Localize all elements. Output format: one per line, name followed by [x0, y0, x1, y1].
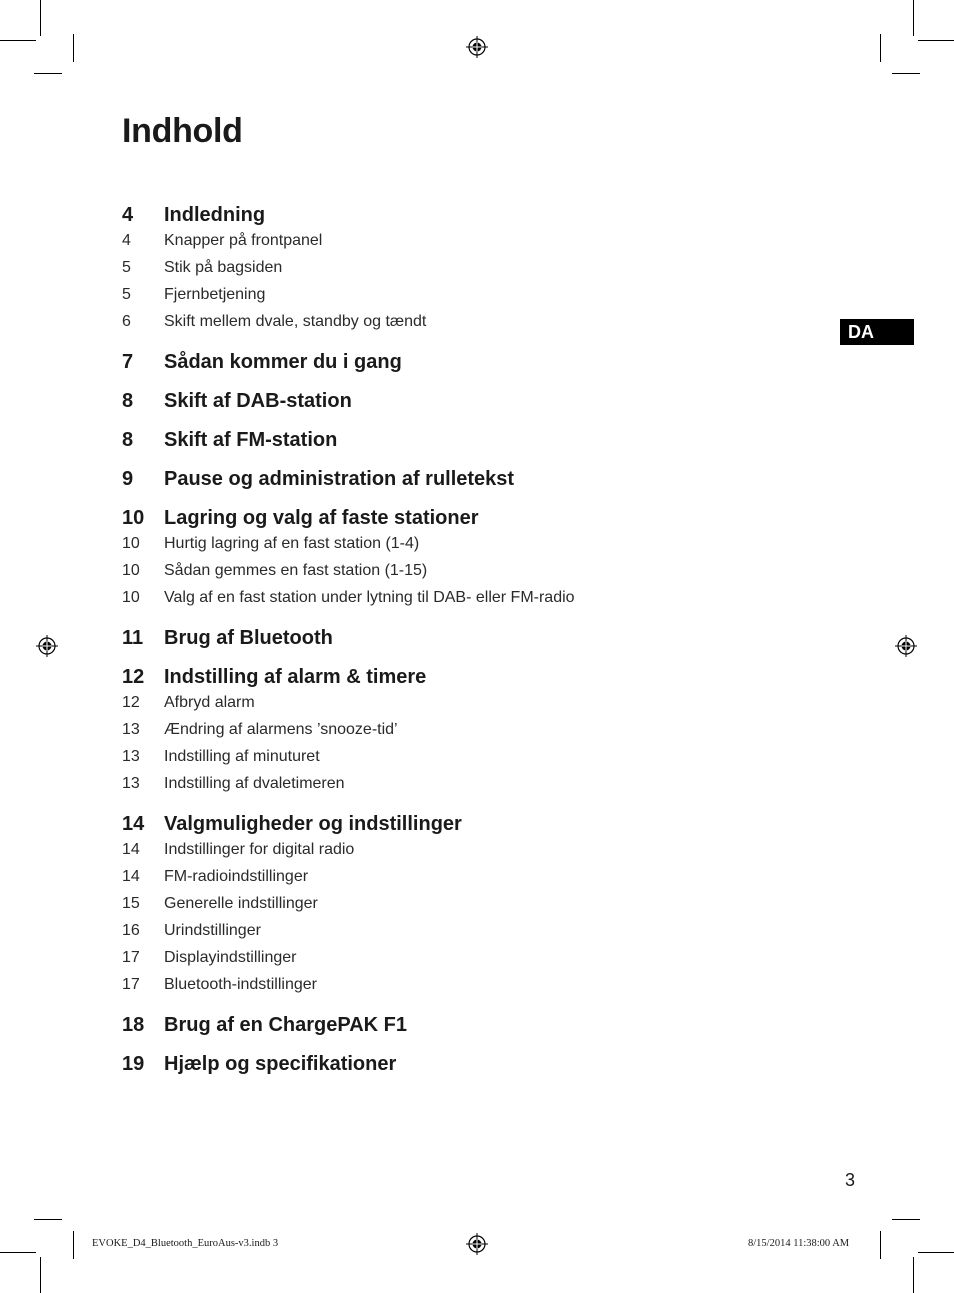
- toc-heading-page: 19: [122, 1053, 145, 1075]
- crop-mark: [918, 1252, 954, 1253]
- crop-mark: [73, 1231, 74, 1259]
- toc-heading-title: Indledning: [164, 204, 266, 226]
- registration-mark-icon: [36, 635, 58, 657]
- toc-subitem-page: 12: [122, 694, 140, 711]
- toc-subitem[interactable]: [122, 313, 762, 340]
- toc-heading-title: Valgmuligheder og indstillinger: [164, 813, 462, 835]
- toc-subitem-page: 10: [122, 562, 140, 579]
- toc-subitem[interactable]: [122, 286, 762, 313]
- toc-heading[interactable]: [122, 468, 762, 496]
- toc-subitem-title: Indstilling af dvaletimeren: [164, 775, 345, 792]
- crop-mark: [0, 1252, 36, 1253]
- toc-subitem-page: 16: [122, 922, 140, 939]
- registration-mark-icon: [895, 635, 917, 657]
- toc-heading-page: 8: [122, 390, 134, 412]
- toc-subitem-title: Sådan gemmes en fast station (1-15): [164, 562, 428, 579]
- toc-section: [122, 351, 762, 379]
- toc-subitem-page: 15: [122, 895, 140, 912]
- toc-subitem[interactable]: [122, 949, 762, 976]
- crop-mark: [880, 1231, 881, 1259]
- toc-heading-title: Brug af en ChargePAK F1: [164, 1014, 407, 1036]
- language-tab: DA: [840, 319, 914, 345]
- toc-section: [122, 390, 762, 418]
- toc-subitem-title: Hurtig lagring af en fast station (1-4): [164, 535, 420, 552]
- toc-subitem-title: Ændring af alarmens ’snooze-tid’: [164, 721, 398, 738]
- toc-subitem-title: Indstilling af minuturet: [164, 748, 320, 765]
- toc-section: [122, 468, 762, 496]
- toc-section: [122, 1053, 762, 1081]
- print-slug-filename: EVOKE_D4_Bluetooth_EuroAus-v3.indb 3: [92, 1238, 279, 1249]
- toc-section: [122, 666, 762, 802]
- toc-subitem-page: 10: [122, 589, 140, 606]
- toc-subitem-page: 17: [122, 949, 140, 966]
- toc-heading-page: 14: [122, 813, 145, 835]
- toc-heading-page: 8: [122, 429, 134, 451]
- page-number: 3: [845, 1170, 856, 1190]
- toc-heading-page: 18: [122, 1014, 145, 1036]
- toc-heading-title: Sådan kommer du i gang: [164, 351, 402, 373]
- toc-subitem-page: 13: [122, 721, 140, 738]
- crop-mark: [892, 1219, 920, 1220]
- crop-mark: [880, 34, 881, 62]
- toc-subitem[interactable]: [122, 535, 762, 562]
- toc-section: [122, 627, 762, 655]
- toc-subitem[interactable]: [122, 721, 762, 748]
- toc-subitem[interactable]: [122, 895, 762, 922]
- toc-heading[interactable]: [122, 1014, 762, 1042]
- crop-mark: [913, 1257, 914, 1293]
- toc-heading-title: Hjælp og specifikationer: [164, 1053, 397, 1075]
- toc-subitem-page: 13: [122, 748, 140, 765]
- toc-heading-page: 12: [122, 666, 145, 688]
- toc-heading-title: Indstilling af alarm & timere: [164, 666, 427, 688]
- registration-mark-icon: [466, 36, 488, 58]
- toc-heading[interactable]: [122, 666, 762, 694]
- crop-mark: [918, 40, 954, 41]
- toc-section: [122, 1014, 762, 1042]
- toc-subitem-title: Generelle indstillinger: [164, 895, 318, 912]
- toc-subitem-page: 4: [122, 232, 131, 249]
- toc-heading-page: 7: [122, 351, 134, 373]
- crop-mark: [40, 1257, 41, 1293]
- toc-heading-title: Lagring og valg af faste stationer: [164, 507, 479, 529]
- toc-heading-title: Brug af Bluetooth: [164, 627, 333, 649]
- toc-subitem[interactable]: [122, 694, 762, 721]
- toc-heading-title: Skift af DAB-station: [164, 390, 352, 412]
- toc-subitem[interactable]: [122, 259, 762, 286]
- toc-subitem-page: 14: [122, 841, 140, 858]
- toc-subitem-page: 13: [122, 775, 140, 792]
- toc-subitem-title: Valg af en fast station under lytning til DAB- eller FM-radio: [164, 589, 575, 606]
- toc-subitem-title: Displayindstillinger: [164, 949, 297, 966]
- toc-heading[interactable]: [122, 204, 762, 232]
- registration-mark-icon: [466, 1233, 488, 1255]
- toc-heading[interactable]: [122, 1053, 762, 1081]
- toc-subitem-page: 5: [122, 259, 131, 276]
- toc-subitem[interactable]: [122, 232, 762, 259]
- toc-subitem-page: 14: [122, 868, 140, 885]
- toc-heading-page: 10: [122, 507, 145, 529]
- toc-subitem-title: Stik på bagsiden: [164, 259, 283, 276]
- crop-mark: [34, 73, 62, 74]
- toc-heading[interactable]: [122, 627, 762, 655]
- toc-subitem-title: Knapper på frontpanel: [164, 232, 323, 249]
- toc-subitem-page: 10: [122, 535, 140, 552]
- toc-subitem[interactable]: [122, 841, 762, 868]
- crop-mark: [0, 40, 36, 41]
- page-title: Indhold: [122, 112, 243, 150]
- crop-mark: [892, 73, 920, 74]
- toc-heading-page: 4: [122, 204, 134, 226]
- toc-section: [122, 429, 762, 457]
- toc-subitem-page: 6: [122, 313, 131, 330]
- crop-mark: [40, 0, 41, 36]
- toc-subitem-title: Afbryd alarm: [164, 694, 255, 711]
- toc-heading[interactable]: [122, 351, 762, 379]
- toc-subitem[interactable]: [122, 976, 762, 1003]
- table-of-contents: [122, 204, 762, 1092]
- toc-heading-page: 11: [122, 627, 144, 649]
- toc-heading[interactable]: [122, 429, 762, 457]
- toc-subitem[interactable]: [122, 589, 762, 616]
- toc-subitem[interactable]: [122, 748, 762, 775]
- crop-mark: [73, 34, 74, 62]
- print-slug-datetime: 8/15/2014 11:38:00 AM: [748, 1238, 850, 1249]
- toc-subitem-title: FM-radioindstillinger: [164, 868, 309, 885]
- toc-subitem-title: Urindstillinger: [164, 922, 261, 939]
- toc-subitem[interactable]: [122, 922, 762, 949]
- toc-subitem-title: Bluetooth-indstillinger: [164, 976, 317, 993]
- toc-subitem-title: Skift mellem dvale, standby og tændt: [164, 313, 427, 330]
- toc-subitem[interactable]: [122, 562, 762, 589]
- toc-subitem[interactable]: [122, 775, 762, 802]
- crop-mark: [34, 1219, 62, 1220]
- toc-heading[interactable]: [122, 813, 762, 841]
- toc-heading[interactable]: [122, 390, 762, 418]
- toc-section: [122, 507, 762, 616]
- toc-subitem-title: Indstillinger for digital radio: [164, 841, 355, 858]
- toc-heading-page: 9: [122, 468, 134, 490]
- toc-subitem[interactable]: [122, 868, 762, 895]
- toc-heading-title: Pause og administration af rulletekst: [164, 468, 515, 490]
- toc-section: [122, 813, 762, 1003]
- toc-heading[interactable]: [122, 507, 762, 535]
- crop-mark: [913, 0, 914, 36]
- toc-heading-title: Skift af FM-station: [164, 429, 338, 451]
- toc-subitem-title: Fjernbetjening: [164, 286, 266, 303]
- toc-subitem-page: 17: [122, 976, 140, 993]
- toc-subitem-page: 5: [122, 286, 131, 303]
- toc-section: [122, 204, 762, 340]
